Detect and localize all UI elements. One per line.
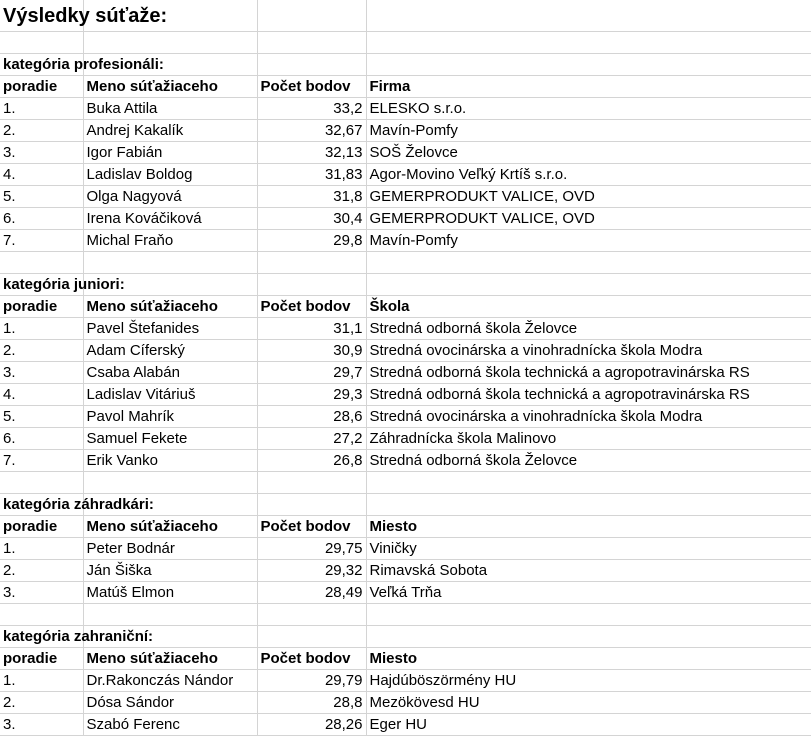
points-cell[interactable]: 29,7 (257, 361, 366, 383)
section-title-row (0, 53, 811, 75)
header-rank[interactable]: poradie (0, 515, 83, 537)
cell[interactable] (83, 471, 257, 493)
table-row (0, 669, 811, 691)
table-header-row (0, 515, 811, 537)
rank-cell[interactable]: 7. (0, 229, 83, 251)
rank-cell[interactable]: 1. (0, 97, 83, 119)
rank-cell[interactable]: 3. (0, 141, 83, 163)
extra-cell[interactable]: Stredná odborná škola technická a agropotravinárska RS (366, 383, 811, 405)
cell[interactable] (83, 31, 257, 53)
name-cell[interactable]: Michal Fraňo (83, 229, 257, 251)
rank-cell[interactable]: 7. (0, 449, 83, 471)
header-name[interactable]: Meno súťažiaceho (83, 515, 257, 537)
cell[interactable] (83, 251, 257, 273)
rank-cell[interactable]: 5. (0, 185, 83, 207)
name-cell[interactable]: Erik Vanko (83, 449, 257, 471)
page-title[interactable]: Výsledky súťaže: (0, 0, 83, 31)
rank-cell[interactable]: 6. (0, 207, 83, 229)
points-cell[interactable]: 27,2 (257, 427, 366, 449)
table-row (0, 163, 811, 185)
extra-cell[interactable]: Stredná odborná škola technická a agropotravinárska RS (366, 361, 811, 383)
table-row (0, 207, 811, 229)
header-rank[interactable]: poradie (0, 647, 83, 669)
points-cell[interactable]: 28,6 (257, 405, 366, 427)
name-cell[interactable]: Dósa Sándor (83, 691, 257, 713)
blank-row (0, 251, 811, 273)
rank-cell[interactable]: 1. (0, 317, 83, 339)
name-cell[interactable]: Olga Nagyová (83, 185, 257, 207)
blank-row (0, 31, 811, 53)
header-extra[interactable]: Miesto (366, 647, 811, 669)
cell[interactable] (257, 625, 366, 647)
points-cell[interactable]: 29,8 (257, 229, 366, 251)
cell[interactable] (257, 471, 366, 493)
rank-cell[interactable]: 1. (0, 669, 83, 691)
extra-cell[interactable]: Agor-Movino Veľký Krtíš s.r.o. (366, 163, 811, 185)
header-points[interactable]: Počet bodov (257, 295, 366, 317)
cell[interactable] (0, 603, 83, 625)
extra-cell[interactable]: Mavín-Pomfy (366, 119, 811, 141)
rank-cell[interactable]: 2. (0, 119, 83, 141)
table-header-row (0, 75, 811, 97)
points-cell[interactable]: 32,13 (257, 141, 366, 163)
name-cell[interactable]: Szabó Ferenc (83, 713, 257, 735)
name-cell[interactable]: Irena Kováčiková (83, 207, 257, 229)
section-title-row (0, 273, 811, 295)
points-cell[interactable]: 28,49 (257, 581, 366, 603)
points-cell[interactable]: 26,8 (257, 449, 366, 471)
points-cell[interactable]: 29,32 (257, 559, 366, 581)
title-row (0, 0, 811, 31)
header-extra[interactable]: Miesto (366, 515, 811, 537)
rank-cell[interactable]: 3. (0, 713, 83, 735)
header-rank[interactable]: poradie (0, 295, 83, 317)
table-row (0, 229, 811, 251)
points-cell[interactable]: 31,8 (257, 185, 366, 207)
cell[interactable] (366, 471, 811, 493)
name-cell[interactable]: Ladislav Boldog (83, 163, 257, 185)
blank-row (0, 471, 811, 493)
name-cell[interactable]: Samuel Fekete (83, 427, 257, 449)
table-row (0, 449, 811, 471)
table-row (0, 339, 811, 361)
table-row (0, 361, 811, 383)
extra-cell[interactable]: Stredná odborná škola Želovce (366, 317, 811, 339)
table-row (0, 691, 811, 713)
header-name[interactable]: Meno súťažiaceho (83, 295, 257, 317)
cell[interactable] (257, 0, 366, 31)
table-row (0, 405, 811, 427)
extra-cell[interactable]: Rimavská Sobota (366, 559, 811, 581)
extra-cell[interactable]: Stredná ovocinárska a vinohradnícka škola Modra (366, 405, 811, 427)
header-rank[interactable]: poradie (0, 75, 83, 97)
header-extra[interactable]: Firma (366, 75, 811, 97)
points-cell[interactable]: 28,8 (257, 691, 366, 713)
table-row (0, 383, 811, 405)
name-cell[interactable]: Ján Šiška (83, 559, 257, 581)
extra-cell[interactable]: GEMERPRODUKT VALICE, OVD (366, 207, 811, 229)
section-title[interactable]: kategória záhradkári: (0, 493, 83, 515)
cell[interactable] (257, 603, 366, 625)
points-cell[interactable]: 33,2 (257, 97, 366, 119)
header-points[interactable]: Počet bodov (257, 75, 366, 97)
cell[interactable] (366, 251, 811, 273)
cell[interactable] (257, 273, 366, 295)
table-row (0, 185, 811, 207)
extra-cell[interactable]: Stredná odborná škola Želovce (366, 449, 811, 471)
header-points[interactable]: Počet bodov (257, 647, 366, 669)
points-cell[interactable]: 32,67 (257, 119, 366, 141)
extra-cell[interactable]: Veľká Trňa (366, 581, 811, 603)
points-cell[interactable]: 31,1 (257, 317, 366, 339)
section-title[interactable]: kategória profesionáli: (0, 53, 83, 75)
points-cell[interactable]: 28,26 (257, 713, 366, 735)
table-row (0, 97, 811, 119)
extra-cell[interactable]: Viničky (366, 537, 811, 559)
cell[interactable] (0, 471, 83, 493)
extra-cell[interactable]: Záhradnícka škola Malinovo (366, 427, 811, 449)
points-cell[interactable]: 30,4 (257, 207, 366, 229)
extra-cell[interactable]: Stredná ovocinárska a vinohradnícka škola Modra (366, 339, 811, 361)
extra-cell[interactable]: Hajdúböszörmény HU (366, 669, 811, 691)
extra-cell[interactable]: Mavín-Pomfy (366, 229, 811, 251)
header-extra[interactable]: Škola (366, 295, 811, 317)
name-cell[interactable]: Matúš Elmon (83, 581, 257, 603)
header-points[interactable]: Počet bodov (257, 515, 366, 537)
cell[interactable] (257, 493, 366, 515)
table-row (0, 119, 811, 141)
rank-cell[interactable]: 3. (0, 581, 83, 603)
points-cell[interactable]: 31,83 (257, 163, 366, 185)
rank-cell[interactable]: 1. (0, 537, 83, 559)
rank-cell[interactable]: 4. (0, 163, 83, 185)
name-cell[interactable]: Dr.Rakonczás Nándor (83, 669, 257, 691)
cell[interactable] (83, 603, 257, 625)
table-row (0, 537, 811, 559)
table-row (0, 317, 811, 339)
cell[interactable] (366, 603, 811, 625)
table-header-row (0, 647, 811, 669)
table-row (0, 427, 811, 449)
extra-cell[interactable]: Mezökövesd HU (366, 691, 811, 713)
name-cell[interactable]: Adam Cíferský (83, 339, 257, 361)
rank-cell[interactable]: 3. (0, 361, 83, 383)
cell[interactable] (366, 31, 811, 53)
section-title[interactable]: kategória zahraniční: (0, 625, 83, 647)
cell[interactable] (0, 31, 83, 53)
rank-cell[interactable]: 5. (0, 405, 83, 427)
rank-cell[interactable]: 6. (0, 427, 83, 449)
rank-cell[interactable]: 2. (0, 339, 83, 361)
name-cell[interactable]: Peter Bodnár (83, 537, 257, 559)
table-row (0, 141, 811, 163)
points-cell[interactable]: 29,79 (257, 669, 366, 691)
blank-row (0, 603, 811, 625)
cell[interactable] (257, 251, 366, 273)
cell[interactable] (366, 625, 811, 647)
name-cell[interactable]: Pavel Štefanides (83, 317, 257, 339)
name-cell[interactable]: Ladislav Vitáriuš (83, 383, 257, 405)
cell[interactable] (366, 273, 811, 295)
extra-cell[interactable]: ELESKO s.r.o. (366, 97, 811, 119)
name-cell[interactable]: Buka Attila (83, 97, 257, 119)
name-cell[interactable]: Pavol Mahrík (83, 405, 257, 427)
name-cell[interactable]: Csaba Alabán (83, 361, 257, 383)
section-title-row (0, 625, 811, 647)
points-cell[interactable]: 29,75 (257, 537, 366, 559)
header-name[interactable]: Meno súťažiaceho (83, 647, 257, 669)
extra-cell[interactable]: GEMERPRODUKT VALICE, OVD (366, 185, 811, 207)
name-cell[interactable]: Andrej Kakalík (83, 119, 257, 141)
points-cell[interactable]: 30,9 (257, 339, 366, 361)
name-cell[interactable]: Igor Fabián (83, 141, 257, 163)
cell[interactable] (366, 493, 811, 515)
cell[interactable] (366, 53, 811, 75)
rank-cell[interactable]: 4. (0, 383, 83, 405)
cell[interactable] (0, 251, 83, 273)
table-header-row (0, 295, 811, 317)
cell[interactable] (366, 0, 811, 31)
cell[interactable] (257, 31, 366, 53)
extra-cell[interactable]: Eger HU (366, 713, 811, 735)
points-cell[interactable]: 29,3 (257, 383, 366, 405)
section-title-row (0, 493, 811, 515)
extra-cell[interactable]: SOŠ Želovce (366, 141, 811, 163)
header-name[interactable]: Meno súťažiaceho (83, 75, 257, 97)
section-title[interactable]: kategória juniori: (0, 273, 83, 295)
table-row (0, 559, 811, 581)
rank-cell[interactable]: 2. (0, 559, 83, 581)
cell[interactable] (257, 53, 366, 75)
table-row (0, 581, 811, 603)
rank-cell[interactable]: 2. (0, 691, 83, 713)
